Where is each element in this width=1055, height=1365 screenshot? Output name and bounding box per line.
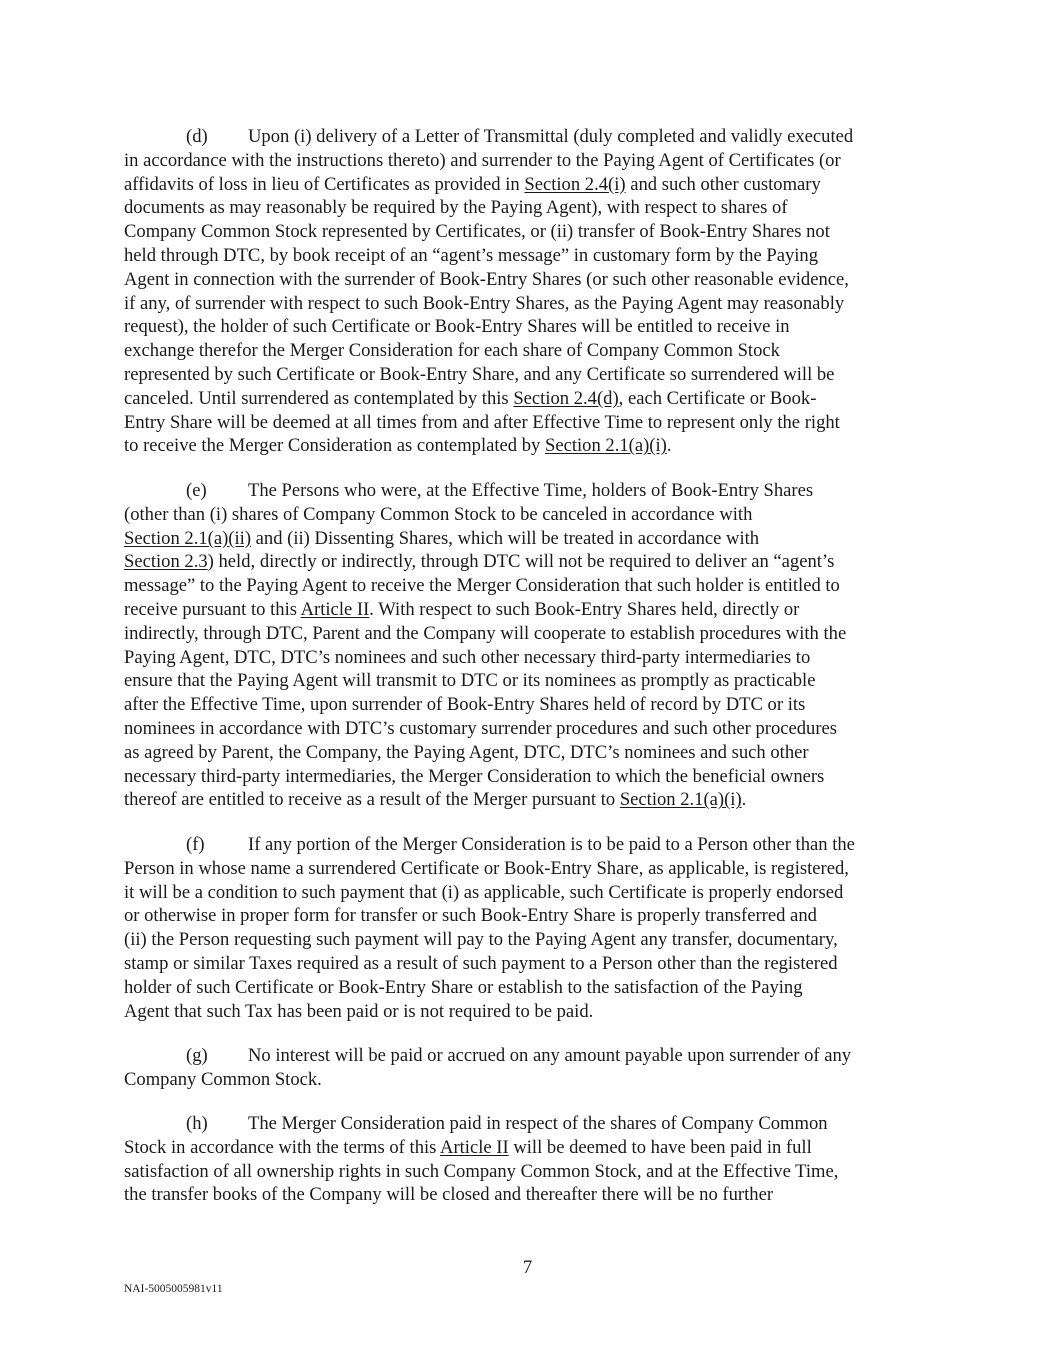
text-line: (g) No interest will be paid or accrued on any amount payable upon surrender of any xyxy=(186,1045,852,1066)
text-line: necessary third-party intermediaries, the Merger Consideration to which the beneficial owners xyxy=(124,765,825,787)
text-line: held through DTC, by book receipt of an “agent’s message” in customary form by the Paying xyxy=(124,244,818,266)
text-line: request), the holder of such Certificate or Book-Entry Shares will be entitled to receive in xyxy=(124,316,790,338)
cross-reference: Section 2.4(i) xyxy=(524,173,626,195)
text-line: Paying Agent, DTC, DTC’s nominees and such other necessary third-party intermediaries to xyxy=(124,646,811,668)
paragraph-label: (g) xyxy=(186,1045,208,1066)
paragraph-e xyxy=(124,479,944,812)
paragraph-label: (f) xyxy=(186,834,205,855)
text-line: in accordance with the instructions thereto) and surrender to the Paying Agent of Certificates (or xyxy=(124,149,841,171)
paragraph-g xyxy=(124,1044,944,1092)
text-line: holder of such Certificate or Book-Entry Share or establish to the satisfaction of the Paying xyxy=(124,976,803,998)
paragraph-d xyxy=(124,125,944,458)
text-line: represented by such Certificate or Book-Entry Share, and any Certificate so surrendered will be xyxy=(124,363,835,385)
text-line: satisfaction of all ownership rights in such Company Common Stock, and at the Effective Time, xyxy=(124,1160,839,1182)
text-line: (ii) the Person requesting such payment will pay to the Paying Agent any transfer, documentary, xyxy=(124,929,838,951)
text-line: to receive the Merger Consideration as contemplated by Section 2.1(a)(i). xyxy=(124,435,672,457)
cross-reference: Section 2.3 xyxy=(124,551,208,573)
text-line: stamp or similar Taxes required as a result of such payment to a Person other than the registered xyxy=(124,952,838,974)
page-number: 7 xyxy=(522,1257,533,1278)
text-line: indirectly, through DTC, Parent and the Company will cooperate to establish procedures with the xyxy=(124,622,847,644)
text-line: Agent that such Tax has been paid or is not required to be paid. xyxy=(124,1000,594,1022)
text-line: (h) The Merger Consideration paid in respect of the shares of Company Common xyxy=(186,1113,828,1134)
text-line: documents as may reasonably be required by the Paying Agent), with respect to shares of xyxy=(124,197,788,219)
text-line: (f) If any portion of the Merger Consideration is to be paid to a Person other than the xyxy=(186,834,855,855)
text-line: the transfer books of the Company will be closed and thereafter there will be no further xyxy=(124,1184,774,1206)
text-line: or otherwise in proper form for transfer or such Book-Entry Share is properly transferred and xyxy=(124,905,817,927)
text-line: Company Common Stock. xyxy=(124,1068,322,1090)
text-line: message” to the Paying Agent to receive the Merger Consideration that such holder is entitled to xyxy=(124,575,840,597)
document-id: NAI-5005005981v11 xyxy=(124,1283,223,1295)
text-line: Person in whose name a surrendered Certificate or Book-Entry Share, as applicable, is registered, xyxy=(124,857,849,879)
paragraph-label: (e) xyxy=(186,480,207,501)
cross-reference: Section 2.4(d) xyxy=(513,387,619,409)
paragraph-label: (h) xyxy=(186,1113,208,1134)
text-line: thereof are entitled to receive as a result of the Merger pursuant to Section 2.1(a)(i). xyxy=(124,789,747,811)
text-line: ensure that the Paying Agent will transmit to DTC or its nominees as promptly as practicable xyxy=(124,670,816,692)
text-line: receive pursuant to this Article II. With respect to such Book-Entry Shares held, directly or xyxy=(124,598,800,620)
text-line: Stock in accordance with the terms of this Article II will be deemed to have been paid in full xyxy=(124,1136,812,1158)
cross-reference: Section 2.1(a)(ii) xyxy=(124,527,252,549)
text-line: canceled. Until surrendered as contemplated by this Section 2.4(d), each Certificate or Book- xyxy=(124,387,817,409)
text-line: (e) The Persons who were, at the Effective Time, holders of Book-Entry Shares xyxy=(186,480,814,501)
paragraph-label: (d) xyxy=(186,126,208,147)
text-line: Section 2.3) held, directly or indirectly, through DTC will not be required to deliver an “agent’s xyxy=(124,551,835,573)
paragraph-f xyxy=(124,833,944,1023)
text-line: nominees in accordance with DTC’s customary surrender procedures and such other procedures xyxy=(124,717,838,739)
text-line: Agent in connection with the surrender of Book-Entry Shares (or such other reasonable evidence, xyxy=(124,268,849,290)
text-line: it will be a condition to such payment that (i) as applicable, such Certificate is properly endorsed xyxy=(124,881,844,903)
paragraph-h xyxy=(124,1112,944,1207)
text-line: Section 2.1(a)(ii) and (ii) Dissenting Shares, which will be treated in accordance with xyxy=(124,527,760,549)
text-line: as agreed by Parent, the Company, the Paying Agent, DTC, DTC’s nominees and such other xyxy=(124,741,809,763)
cross-reference: Article II xyxy=(300,598,370,620)
text-line: (d) Upon (i) delivery of a Letter of Transmittal (duly completed and validly executed xyxy=(186,126,854,147)
text-line: (other than (i) shares of Company Common Stock to be canceled in accordance with xyxy=(124,503,753,525)
text-line: if any, of surrender with respect to such Book-Entry Shares, as the Paying Agent may reasonably xyxy=(124,292,845,314)
text-line: exchange therefor the Merger Consideration for each share of Company Common Stock xyxy=(124,340,780,362)
cross-reference: Section 2.1(a)(i) xyxy=(619,789,742,811)
cross-reference: Article II xyxy=(440,1136,509,1158)
text-line: after the Effective Time, upon surrender of Book-Entry Shares held of record by DTC or its xyxy=(124,694,806,716)
text-line: Company Common Stock represented by Certificates, or (ii) transfer of Book-Entry Shares not xyxy=(124,221,830,243)
text-line: Entry Share will be deemed at all times from and after Effective Time to represent only the right xyxy=(124,411,840,433)
cross-reference: Section 2.1(a)(i) xyxy=(544,435,667,457)
text-line: affidavits of loss in lieu of Certificates as provided in Section 2.4(i) and such other customary xyxy=(124,173,821,195)
